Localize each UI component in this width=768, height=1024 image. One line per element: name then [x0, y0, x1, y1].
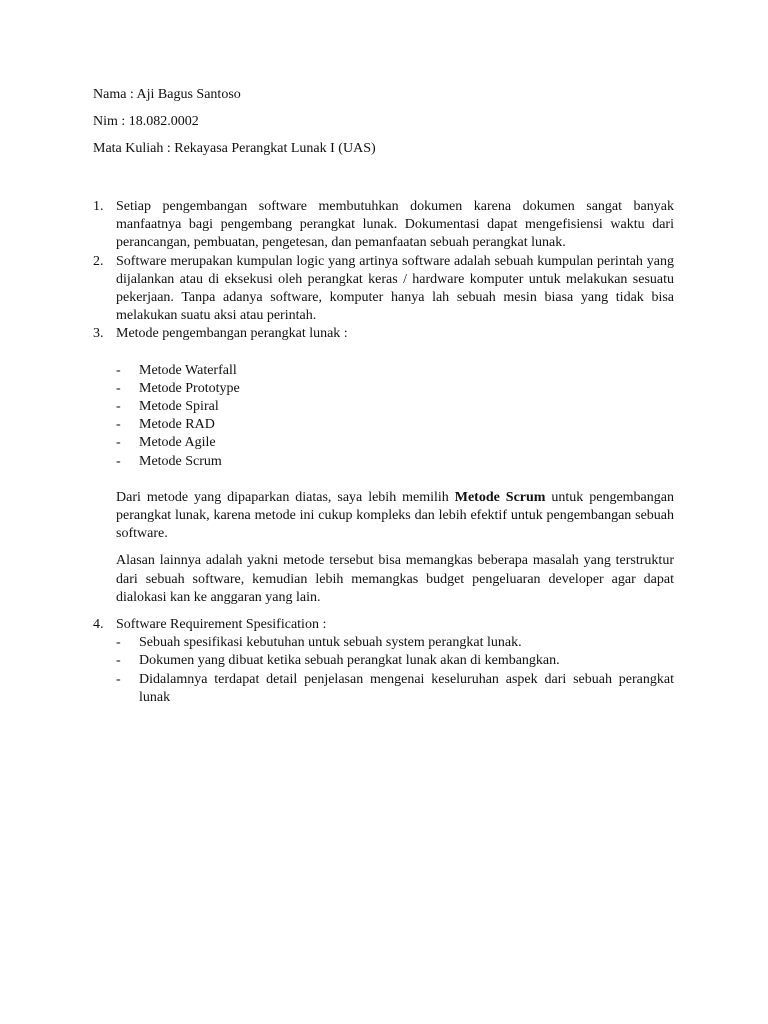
answer-item-1 — [93, 198, 674, 253]
method-label: Metode Spiral — [139, 399, 219, 415]
item-number: 3. — [93, 326, 104, 342]
paragraph-text: untuk pengembangan perangkat lunak, karena metode ini cukup kompleks dan lebih efektif untuk pengembangan sebuah software. — [116, 489, 674, 542]
list-item — [116, 434, 674, 452]
dash-bullet: - — [116, 653, 121, 669]
item-number: 1. — [93, 199, 104, 214]
student-nim: Nim : 18.082.0002 — [93, 114, 199, 129]
answer-item-2 — [93, 253, 674, 326]
method-label: Metode Agile — [139, 435, 216, 451]
method-label: Metode Scrum — [139, 453, 222, 469]
dash-bullet: - — [116, 453, 121, 469]
list-item — [116, 362, 674, 380]
method-choice-paragraph — [116, 489, 674, 544]
srs-point-list — [116, 634, 674, 707]
reason-paragraph: Alasan lainnya adalah yakni metode tersebut bisa memangkas beberapa masalah yang terstruktur dari sebuah software, kemudian lebih memangkas budget pengeluaran developer agar dapat dialokasi kan ke anggaran yang lain. — [116, 553, 674, 605]
dash-bullet: - — [116, 380, 121, 396]
item-text: Setiap pengembangan software membutuhkan dokumen karena dokumen sangat banyak manfaatnya bagi pengembang perangkat lunak. Dokumentasi dapat mengefisiensi waktu dari perancangan, pembuatan, pengetesan, dan pemanfaatan sebuah perangkat lunak. — [116, 199, 674, 251]
dash-bullet: - — [116, 362, 121, 378]
list-item — [116, 652, 674, 670]
method-label: Metode Prototype — [139, 380, 240, 396]
answer-item-3 — [93, 325, 674, 607]
dash-bullet: - — [116, 399, 121, 415]
item-text: Software merupakan kumpulan logic yang artinya software adalah sebuah kumpulan perintah yang dijalankan atau di eksekusi oleh perangkat keras / hardware komputer untuk melakukan sesuatu pekerjaan. Tanpa adanya software, komputer hanya lah sebuah mesin biasa yang tidak bisa melakukan suatu aksi atau perintah. — [116, 253, 674, 324]
list-item — [116, 453, 674, 471]
item-text: Metode pengembangan perangkat lunak : — [116, 326, 348, 342]
list-item — [116, 416, 674, 434]
item-number: 4. — [93, 617, 104, 633]
chosen-method: Metode Scrum — [454, 489, 546, 505]
list-item — [116, 380, 674, 398]
paragraph-text: Dari metode yang dipaparkan diatas, saya lebih memilih — [116, 489, 455, 505]
method-list — [116, 362, 674, 471]
answer-item-4 — [93, 616, 674, 707]
course-name: Mata Kuliah : Rekayasa Perangkat Lunak I (UAS) — [93, 141, 376, 156]
dash-bullet: - — [116, 435, 121, 451]
item-text: Software Requirement Spesification : — [116, 617, 327, 633]
student-info — [93, 86, 683, 167]
dash-bullet: - — [116, 671, 121, 687]
list-item — [116, 671, 674, 707]
item-number: 2. — [93, 253, 104, 269]
answer-list — [93, 198, 674, 707]
student-name: Nama : Aji Bagus Santoso — [93, 87, 241, 102]
dash-bullet: - — [116, 417, 121, 433]
dash-bullet: - — [116, 635, 121, 651]
point-text: Didalamnya terdapat detail penjelasan mengenai keseluruhan aspek dari sebuah perangkat lunak — [139, 671, 674, 705]
method-label: Metode RAD — [139, 417, 215, 433]
point-text: Dokumen yang dibuat ketika sebuah perangkat lunak akan di kembangkan. — [139, 653, 560, 669]
list-item — [116, 634, 674, 652]
method-label: Metode Waterfall — [139, 362, 237, 378]
list-item — [116, 398, 674, 416]
point-text: Sebuah spesifikasi kebutuhan untuk sebuah system perangkat lunak. — [139, 635, 522, 651]
